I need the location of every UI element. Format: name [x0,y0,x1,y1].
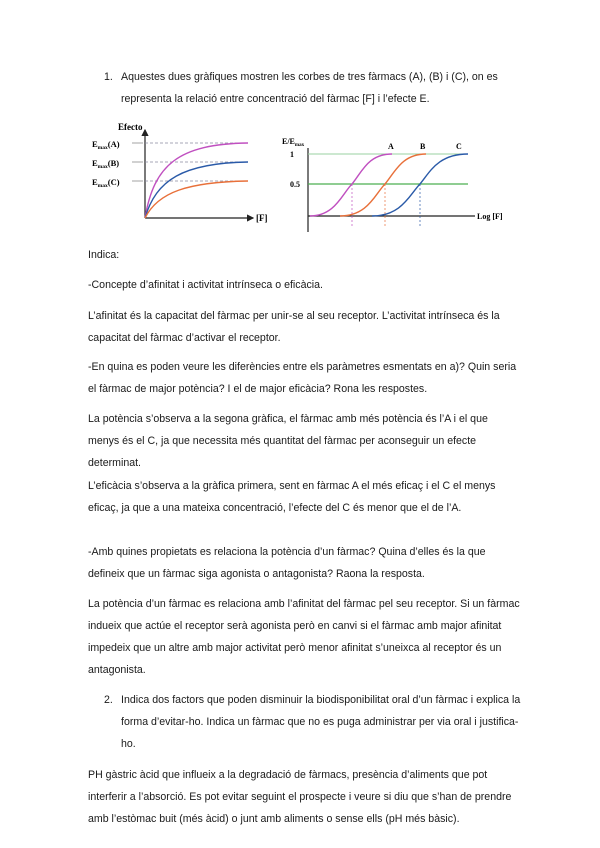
curve-label-a: A [388,142,394,151]
question-a: -Concepte d’afinitat i activitat intrínseca o eficàcia. [88,279,323,291]
y-tick-0-5: 0.5 [290,180,300,189]
answer-a: L’afinitat és la capacitat del fàrmac per unir-se al seu receptor. L’activitat intrínseca és la capacitat del fàrmac d’activar el receptor. [88,310,500,344]
answer-2: PH gàstric àcid que influeix a la degradació de fàrmacs, presència d’aliments que pot interferir a l’absorció. Es pot evitar seguint el prospecte i veure si diu que s’han de prendre amb l’estòmac buit (més àcid) o junt amb aliments o sense ells (pH més bàsic). [88,769,512,825]
question-1-text: Aquestes dues gràfiques mostren les corbes de tres fàrmacs (A), (B) i (C), on es representa la relació entre concentració del fàrmac [F] i l’efecte E. [121,71,498,105]
curve-b [145,162,248,218]
efficacy-y-title: Efecto [118,122,143,132]
curve-a [145,143,248,218]
emax-a-label: $E_{max}(A)$ [92,139,120,151]
emax-c-label: $E_{max}(C)$ [92,177,120,189]
sigmoid-c [372,154,468,216]
y-tick-1: 1 [290,150,294,159]
curve-label-b: B [420,142,426,151]
answer-b-potency: La potència s’observa a la segona gràfica, el fàrmac amb més potència és l’A i el que menys és el C, ja que necessita més quantitat del fàrmac per aconseguir un efecte determinat. [88,413,488,469]
sigmoid-a [310,154,392,216]
efficacy-x-label: [F] [256,213,268,223]
question-b: -En quina es poden veure les diferències entre els paràmetres esmentats en a)? Quin seria el fàrmac de major potència? I el de major eficàcia? Rona les respostes. [88,361,517,395]
question-2-text: Indica dos factors que poden disminuir la biodisponibilitat oral d’un fàrmac i explica la forma d’evitar-ho. Indica un fàrmac que no es puga administrar per via oral i justifica-ho. [121,694,521,750]
question-1-number: 1. [104,71,113,83]
question-c: -Amb quines propietats es relaciona la potència d’un fàrmac? Quina d’elles és la que defineix que un fàrmac siga agonista o antagonista? Raona la resposta. [88,546,486,580]
efficacy-chart [88,120,278,230]
indica-label: Indica: [88,249,120,261]
sigmoid-b [340,154,426,216]
potency-x-label: Log [F] [477,212,503,221]
potency-chart [280,134,515,244]
curve-label-c: C [456,142,462,151]
emax-b-label: $E_{max}(B)$ [92,158,120,170]
answer-b-efficacy: L’eficàcia s’observa a la gràfica primera, sent en fàrmac A el més eficaç i el C el menys eficaç, ja que a una mateixa concentració, l’efecte del C és menor que el de l’A. [88,480,496,514]
question-2-number: 2. [104,694,113,706]
potency-y-title: $E/E_{max}$ [282,137,305,148]
answer-c: La potència d’un fàrmac es relaciona amb l’afinitat del fàrmac pel seu receptor. Si un fàrmac indueix que actúe el receptor serà agonista però en canvi si el fàrmac amb major afinitat impedeix que un altre amb major activitat però menor afinitat s’uneixca al receptor és un antagonista. [88,598,520,676]
curve-c [145,181,248,218]
